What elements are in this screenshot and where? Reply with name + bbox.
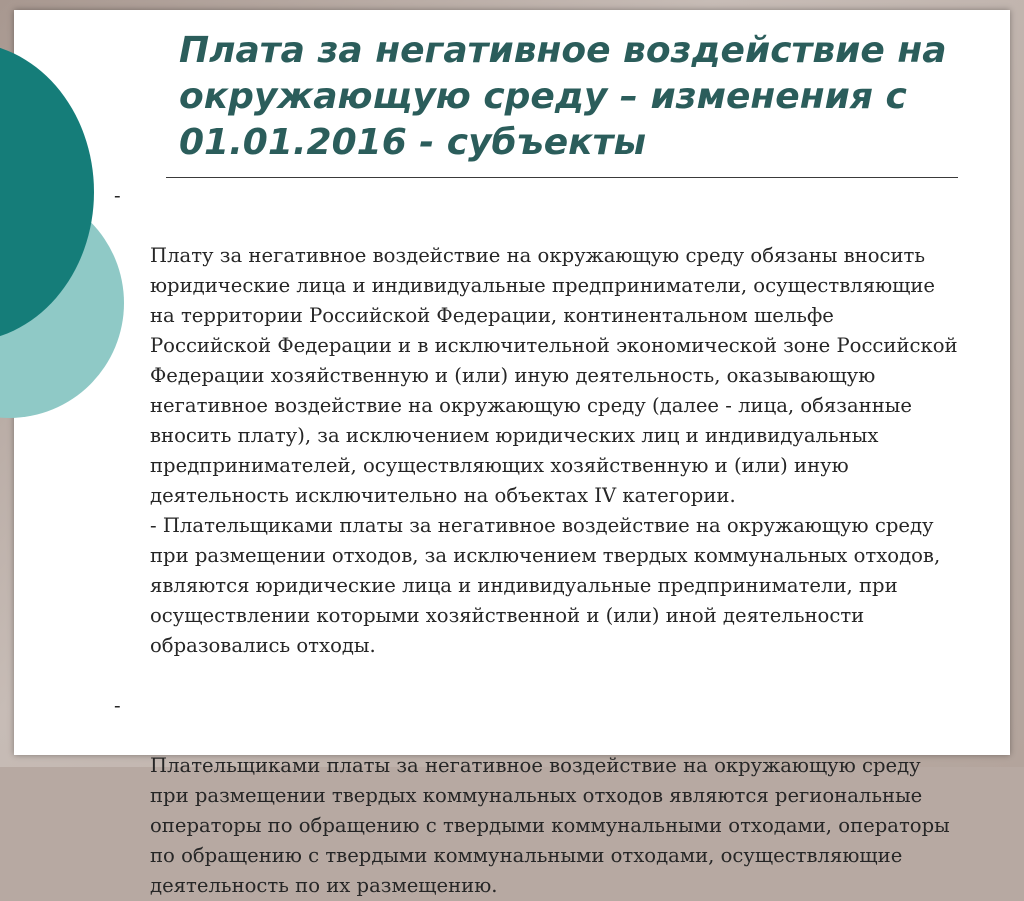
list-item-text: Плату за негативное воздействие на окружающую среду обязаны вносить юридические лица и индивидуальные предприниматели, осуществляющие на территории Российской Федерации, континентальном шельфе Российской Федерации и в исключительной экономической зоне Российской Федерации хозяйственную и (или) иную деятельность, оказывающую негативное воздействие на окружающую среду (далее - лица, обязанные вносить плату), за исключением юридических лиц и индивидуальных предпринимателей, осуществляющих хозяйственную и (или) иную деятельность исключительно на объектах IV категории. xyxy=(150,244,958,507)
slide-body xyxy=(114,181,974,901)
title-divider xyxy=(166,177,958,178)
slide xyxy=(14,10,1010,897)
list-item-subtext: - Плательщиками платы за негативное воздействие на окружающую среду при размещении отходов, за исключением твердых коммунальных отходов, являются юридические лица и индивидуальные предприниматели, при осуществлении которыми хозяйственной и (или) иной деятельности образовались отходы. xyxy=(150,514,941,657)
slide-title: Плата за негативное воздействие на окружающую среду – изменения с 01.01.2016 - субъекты xyxy=(179,30,947,163)
list-item xyxy=(114,181,974,691)
bullet-dash: - xyxy=(114,694,121,717)
list-item xyxy=(114,691,974,901)
bullet-dash: - xyxy=(114,184,121,207)
list-item-text: Плательщиками платы за негативное воздействие на окружающую среду при размещении твердых коммунальных отходов являются региональные операторы по обращению с твердыми коммунальными отходами, операторы по обращению с твердыми коммунальными отходами, осуществляющие деятельность по их размещению. xyxy=(150,754,950,897)
